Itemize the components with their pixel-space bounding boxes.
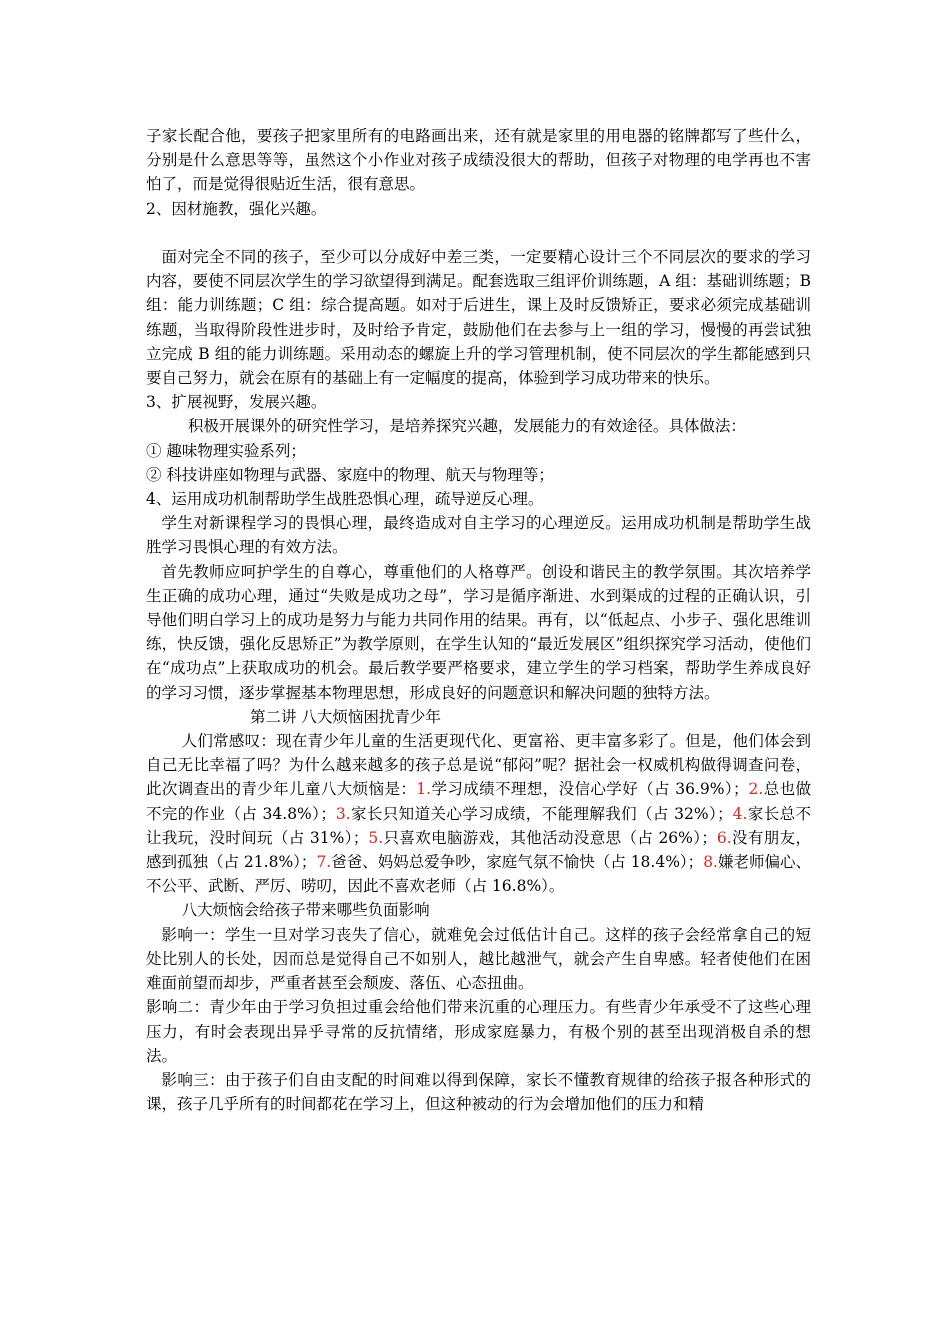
worry-text: 总也做不完的作业（占 34.8%）； xyxy=(146,780,811,823)
blank-line xyxy=(146,221,811,245)
heading-4: 4、运用成功机制帮助学生战胜恐惧心理，疏导逆反心理。 xyxy=(146,490,544,509)
paragraph-teacher: 首先教师应呵护学生的自尊心，尊重他们的人格尊严。创设和谐民主的教学氛围。其次培养学生正确的成功心理，通过“失败是成功之母”，学习是循序渐进、水到渠成的过程的正确认识，引导他们明白学习上的成功是努力与能力共同作用的结果。再有，以“低起点、小步子、强化思维训练，快反馈，强化反思矫正”为教学原则，在学生认知的“最近发展区”组织探究学习活动，使他们在“成功点”上获取成功的机会。最后教学要严格要求，建立学生的学习档案，帮助学生养成良好的学习习惯，逐步掌握基本物理思想，形成良好的问题意识和解决问题的独特方法。 xyxy=(146,562,811,702)
worry-number: 1. xyxy=(416,780,432,799)
paragraph-impact-3: 影响三：由于孩子们自由支配的时间难以得到保障，家长不懂教育规律的给孩子报各种形式的课，孩子几乎所有的时间都花在学习上，但这种被动的行为会增加他们的压力和精 xyxy=(146,1070,811,1114)
paragraph-intro: 子家长配合他，要孩子把家里所有的电路画出来，还有就是家里的用电器的铭牌都写了些什么，分别是什么意思等等，虽然这个小作业对孩子成绩没很大的帮助，但孩子对物理的电学再也不害怕了，而是觉得很贴近生活，很有意思。 xyxy=(146,127,811,194)
paragraph-survey xyxy=(146,729,811,898)
paragraph-fear: 学生对新课程学习的畏惧心理，最终造成对自主学习的心理逆反。运用成功机制是帮助学生战胜学习畏惧心理的有效方法。 xyxy=(146,514,811,557)
survey-intro: 人们常感叹：现在青少年儿童的生活更现代化、更富裕、更丰富多彩了。但是，他们体会到自己无比幸福了吗？为什么越来越多的孩子总是说“郁闷”呢？据社会一权威机构做得调查问卷，此次调查出的青少年儿童八大烦恼是： xyxy=(146,732,811,799)
worry-number: 4. xyxy=(732,804,748,823)
paragraph-impact-2: 影响二：青少年由于学习负担过重会给他们带来沉重的心理压力。有些青少年承受不了这些心理压力，有时会表现出异乎寻常的反抗情绪，形成家庭暴力，有极个别的甚至出现消极自杀的想法。 xyxy=(146,998,811,1065)
worry-text: 家长总不让我玩，没时间玩（占 31%）； xyxy=(146,804,811,847)
worry-text: 没有朋友，感到孤独（占 21.8%）； xyxy=(146,828,811,872)
lecture-title: 第二讲 八大烦恼困扰青少年 xyxy=(250,707,441,726)
document-page xyxy=(146,124,811,1116)
worry-text: 家长只知道关心学习成绩，不能理解我们（占 32%）； xyxy=(350,804,733,823)
worry-number: 7. xyxy=(316,853,332,872)
worry-number: 6. xyxy=(716,828,732,847)
paragraph-impact-1: 影响一：学生一旦对学习丧失了信心，就难免会过低估计自己。这样的孩子会经常拿自己的短处比别人的长处，因而总是觉得自己不如别人，越比越泄气，就会产生自卑感。轻者使他们在困难面前望而却步，严重者甚至会颓废、落伍、心态扭曲。 xyxy=(146,925,811,993)
worry-number: 5. xyxy=(368,828,384,847)
paragraph-levels: 面对完全不同的孩子，至少可以分成好中差三类，一定要精心设计三个不同层次的要求的学习内容，要使不同层次学生的学习欲望得到满足。配套选取三组评价训练题，A 组：基础训练题；B 组：能力训练题；C 组：综合提高题。如对于后进生，课上及时反馈矫正，要求必须完成基础训练题，当取得阶段性进步时，及时给予肯定，鼓励他们在去参与上一组的学习，慢慢的再尝试独立完成 B 组的能力训练题。采用动态的螺旋上升的学习管理机制，使不同层次的学生都能感到只要自己努力，就会在原有的基础上有一定幅度的提高，体验到学习成功带来的快乐。 xyxy=(146,248,811,388)
paragraph-research: 积极开展课外的研究性学习，是培养探究兴趣，发展能力的有效途径。具体做法： xyxy=(187,417,746,436)
worry-text: 只喜欢电脑游戏，其他活动没意思（占 26%）； xyxy=(383,828,717,847)
heading-2: 2、因材施教，强化兴趣。 xyxy=(146,199,327,218)
worry-number: 8. xyxy=(703,853,718,872)
worry-number: 2. xyxy=(748,780,764,799)
worry-text: 学习成绩不理想，没信心学好（占 36.9%）； xyxy=(431,780,749,799)
impact-heading: 八大烦恼会给孩子带来哪些负面影响 xyxy=(181,901,430,920)
worry-text: 嫌老师偏心、不公平、武断、严厉、唠叨，因此不喜欢老师（占 16.8%）。 xyxy=(146,853,811,896)
worry-number: 3. xyxy=(335,804,351,823)
list-item: ② 科技讲座如物理与武器、家庭中的物理、航天与物理等； xyxy=(146,465,554,484)
worry-text: 爸爸、妈妈总爱争吵，家庭气氛不愉快（占 18.4%）； xyxy=(331,853,704,872)
list-item: ① 趣味物理实验系列； xyxy=(146,441,306,460)
heading-3: 3、扩展视野，发展兴趣。 xyxy=(146,393,327,412)
